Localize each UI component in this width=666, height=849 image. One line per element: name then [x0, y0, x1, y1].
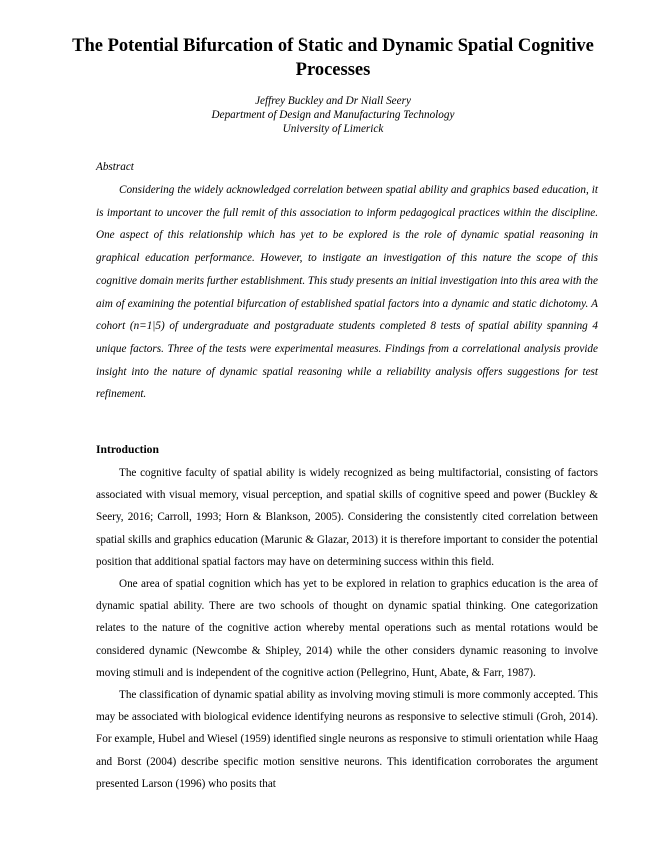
- introduction-heading: Introduction: [96, 443, 159, 456]
- body-paragraph: One area of spatial cognition which has yet to be explored in relation to graphics education is the area of dynamic spatial ability. There are two schools of thought on dynamic spatial thinking. One categorization relates to the nature of the cognitive action whereby mental operations such as mental rotations would be considered dynamic (Newcombe & Shipley, 2014) while the other considers dynamic reasoning to involve moving stimuli and is independent of the cognitive action (Pellegrino, Hunt, Abate, & Farr, 1987).: [96, 578, 598, 679]
- abstract-text: Considering the widely acknowledged correlation between spatial ability and graphics based education, it is important to uncover the full remit of this association to inform pedagogical practices within the discipline. One aspect of this relationship which has yet to be explored is the role of dynamic spatial reasoning in graphical education performance. However, to instigate an investigation of this nature the scope of this cognitive domain merits further establishment. This study presents an initial investigation into this area with the aim of examining the potential bifurcation of established spatial factors into a dynamic and static dichotomy. A cohort (n=1|5) of undergraduate and postgraduate students completed 8 tests of spatial ability spanning 4 unique factors. Three of the tests were experimental measures. Findings from a correlational analysis provide insight into the nature of dynamic spatial reasoning while a reliability analysis offers suggestions for test refinement.: [96, 184, 598, 401]
- paper-title: The Potential Bifurcation of Static and Dynamic Spatial Cognitive Processes: [72, 36, 594, 80]
- body-paragraph: The cognitive faculty of spatial ability is widely recognized as being multifactorial, consisting of factors associated with visual memory, visual perception, and spatial skills of cognitive speed and power (Buckley & Seery, 2016; Carroll, 1993; Horn & Blankson, 2005). Considering the consistently cited correlation between spatial skills and graphics education (Marunic & Glazar, 2013) it is therefore important to consider the potential position that additional spatial factors may have on determining success within this field.: [96, 467, 598, 568]
- author-department: Department of Design and Manufacturing Technology: [211, 109, 455, 121]
- author-block: [60, 94, 606, 136]
- author-names: Jeffrey Buckley and Dr Niall Seery: [255, 95, 411, 107]
- author-university: University of Limerick: [282, 123, 384, 135]
- introduction-body: [96, 462, 598, 795]
- abstract-heading: Abstract: [96, 161, 134, 173]
- body-paragraph: The classification of dynamic spatial ability as involving moving stimuli is more commonly accepted. This may be associated with biological evidence identifying neurons as responsive to selective stimuli (Groh, 2014). For example, Hubel and Wiesel (1959) identified single neurons as responsive to stimuli orientation while Haag and Borst (2004) describe specific motion sensitive neurons. This identification corroborates the argument presented Larson (1996) who posits that: [96, 689, 598, 790]
